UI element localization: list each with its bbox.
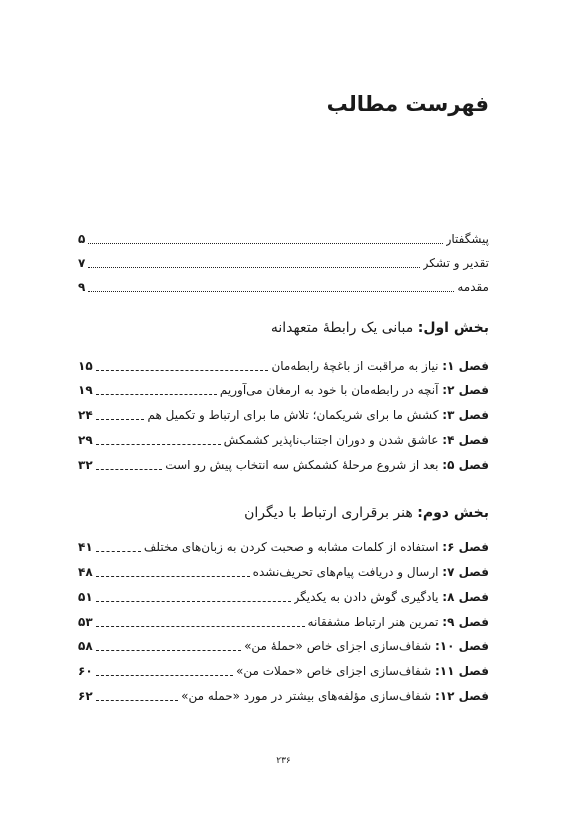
toc-entry[interactable] [78,537,489,557]
leader-dashes [96,370,269,371]
chapter-number: فصل ۷: [442,565,489,579]
toc-entry-label [244,639,489,653]
toc-entry-label: تقدیر و تشکر [422,256,489,270]
toc-page-number: ۴۱ [78,540,93,554]
leader-dots [88,243,442,244]
chapter-title: شفاف‌سازی اجزای خاص «حملۀ من» [244,639,435,653]
part-title: مبانی یک رابطۀ متعهدانه [270,320,418,336]
leader-dots [88,291,454,292]
toc-entry-label [147,408,489,422]
page-title: فهرست مطالب [326,92,489,116]
chapter-title: شفاف‌سازی اجزای خاص «حملات من» [236,664,435,678]
chapter-number: فصل ۵: [442,458,489,472]
leader-dashes [96,394,217,395]
toc-page-number: ۱۹ [78,383,93,397]
toc-entry[interactable] [78,405,489,425]
leader-dashes [96,444,221,445]
toc-page-number: ۵۱ [78,590,93,604]
toc-entry-label [181,689,489,703]
page-number-footer: ۲۳۶ [276,756,291,766]
leader-dashes [96,700,178,701]
toc-entry-label [271,359,489,373]
toc-entry-label [144,540,489,554]
toc-entry-label [308,615,489,629]
chapter-number: فصل ۱: [442,359,489,373]
chapter-number: فصل ۱۱: [434,664,489,678]
chapter-title: یادگیری گوش دادن به یکدیگر [293,590,443,604]
toc-entry[interactable] [78,562,489,582]
chapter-number: فصل ۶: [442,540,489,554]
chapter-title: کشش ما برای شریکمان؛ تلاش ما برای ارتباط و تکمیل هم [147,408,443,422]
toc-entry-label [294,590,490,604]
chapter-title: شفاف‌سازی مؤلفه‌های بیشتر در مورد «حمله من» [181,689,435,703]
chapter-number: فصل ۸: [442,590,489,604]
chapter-title: تمرین هنر ارتباط مشفقانه [307,615,443,629]
chapter-number: فصل ۲: [442,383,489,397]
toc-page-number: ۲۴ [78,408,93,422]
leader-dashes [96,419,145,420]
toc-entry[interactable] [78,636,489,656]
toc-entry[interactable] [78,455,489,475]
chapter-number: فصل ۴: [442,433,489,447]
leader-dots [88,267,419,268]
toc-entry-label [220,383,489,397]
toc-page-number: ۷ [78,256,86,270]
toc-page-number: ۵ [78,232,86,246]
toc-entry-acknowledgements[interactable] [78,253,489,273]
leader-dashes [96,650,241,651]
toc-page-number: ۱۵ [78,359,93,373]
leader-dashes [96,551,141,552]
chapter-title: ارسال و دریافت پیام‌های تحریف‌نشده [252,565,443,579]
chapter-title: آنچه در رابطه‌مان با خود به ارمغان می‌آوریم [219,383,443,397]
toc-page-number: ۹ [78,280,86,294]
toc-page-number: ۴۸ [78,565,93,579]
toc-entry[interactable] [78,612,489,632]
toc-entry-label: پیشگفتار [445,232,489,246]
part-heading [78,320,489,336]
toc-entry-label [165,458,489,472]
toc-entry[interactable] [78,661,489,681]
chapter-number: فصل ۱۰: [434,639,489,653]
chapter-title: عاشق شدن و دوران اجتناب‌ناپذیر کشمکش [223,433,443,447]
toc-entry[interactable] [78,380,489,400]
toc-entry[interactable] [78,430,489,450]
leader-dashes [96,626,305,627]
leader-dashes [96,601,291,602]
chapter-title: استفاده از کلمات مشابه و صحبت کردن به زبان‌های مختلف [143,540,443,554]
part-prefix: بخش دوم: [417,505,489,521]
part-title: هنر برقراری ارتباط با دیگران [244,505,418,521]
toc-entry[interactable] [78,356,489,376]
toc-page-number: ۵۸ [78,639,93,653]
toc-entry[interactable] [78,587,489,607]
toc-entry-label [236,664,489,678]
toc-entry-label [224,433,489,447]
part-heading [78,505,489,521]
toc-entry-foreword[interactable] [78,229,489,249]
chapter-number: فصل ۳: [442,408,489,422]
part-prefix: بخش اول: [417,320,489,336]
chapter-title: بعد از شروع مرحلۀ کشمکش سه انتخاب پیش رو است [165,458,443,472]
toc-page-number: ۵۳ [78,615,93,629]
toc-page-number: ۶۲ [78,689,93,703]
toc-page-number: ۲۹ [78,433,93,447]
toc-entry-introduction[interactable] [78,277,489,297]
leader-dashes [96,675,233,676]
leader-dashes [96,576,250,577]
toc-entry[interactable] [78,686,489,706]
leader-dashes [96,469,163,470]
chapter-number: فصل ۱۲: [434,689,489,703]
toc-page-number: ۶۰ [78,664,93,678]
toc-page-number: ۳۲ [78,458,93,472]
toc-entry-label [253,565,489,579]
toc-entry-label: مقدمه [457,280,489,294]
chapter-number: فصل ۹: [442,615,489,629]
chapter-title: نیاز به مراقبت از باغچۀ رابطه‌مان [271,359,443,373]
